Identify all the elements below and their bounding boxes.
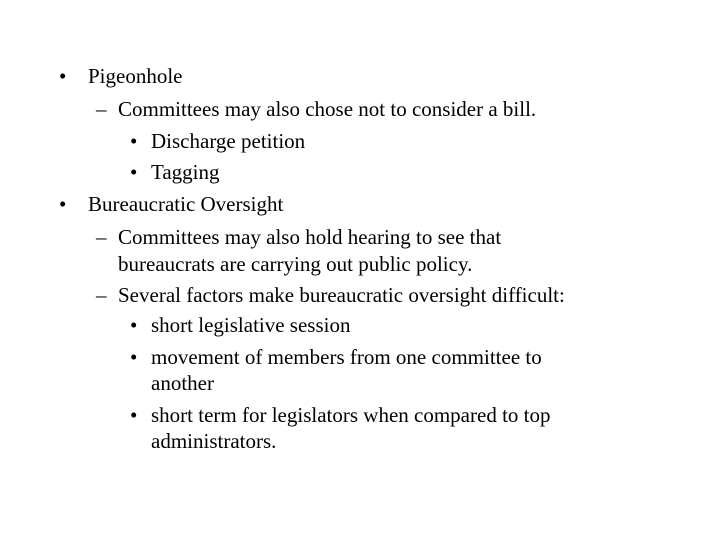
dash-l2: – bbox=[96, 283, 107, 307]
item-hearing-line1: Committees may also hold hearing to see that bbox=[118, 225, 502, 249]
bullet-l3: • bbox=[130, 403, 138, 427]
item-movement-line1: movement of members from one committee to bbox=[151, 345, 542, 369]
item-hearing-line2: bureaucrats are carrying out public policy. bbox=[118, 252, 473, 276]
dash-l2: – bbox=[96, 97, 107, 121]
bullet-l3: • bbox=[130, 313, 138, 337]
dash-l2: – bbox=[96, 225, 107, 249]
item-pigeonhole-sub: Committees may also chose not to consider a bill. bbox=[118, 97, 537, 121]
item-pigeonhole: Pigeonhole bbox=[88, 64, 183, 88]
item-factors: Several factors make bureaucratic oversight difficult: bbox=[118, 283, 565, 307]
bullet-l3: • bbox=[130, 160, 138, 184]
item-movement-line2: another bbox=[151, 371, 214, 395]
bullet-l3: • bbox=[130, 129, 138, 153]
item-short-term-line2: administrators. bbox=[151, 429, 277, 453]
bullet-l1: • bbox=[59, 64, 67, 88]
bullet-l3: • bbox=[130, 345, 138, 369]
bullet-l1: • bbox=[59, 192, 67, 216]
item-short-session: short legislative session bbox=[151, 313, 351, 337]
item-bureaucratic-oversight: Bureaucratic Oversight bbox=[88, 192, 284, 216]
item-tagging: Tagging bbox=[151, 160, 220, 184]
item-discharge-petition: Discharge petition bbox=[151, 129, 306, 153]
item-short-term-line1: short term for legislators when compared to top bbox=[151, 403, 551, 427]
